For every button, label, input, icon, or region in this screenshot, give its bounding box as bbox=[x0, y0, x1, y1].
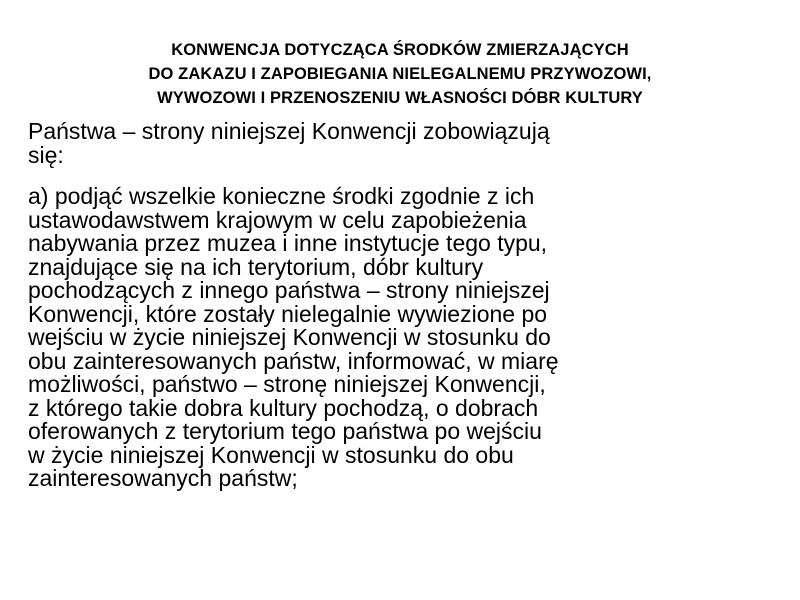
text-line: w życie niniejszej Konwencji w stosunku do obu bbox=[28, 441, 514, 468]
paragraph-item-a bbox=[28, 185, 783, 491]
text-line: Państwa – strony niniejszej Konwencji zobowiązują bbox=[28, 118, 550, 144]
text-line: z którego takie dobra kultury pochodzą, o dobrach bbox=[28, 394, 539, 421]
title-line-3: WYWOZOWI I PRZENOSZENIU WŁASNOŚCI DÓBR KULTURY bbox=[157, 89, 643, 107]
text-line: wejściu w życie niniejszej Konwencji w stosunku do bbox=[28, 324, 551, 350]
text-line: ustawodawstwem krajowym w celu zapobieżenia bbox=[28, 206, 527, 233]
text-line: oferowanych z terytorium tego państwa po wejściu bbox=[28, 418, 542, 444]
text-line: Konwencji, które zostały nielegalnie wywiezione po bbox=[28, 300, 548, 327]
text-line: znajdujące się na ich terytorium, dóbr kultury bbox=[28, 253, 484, 280]
slide-title bbox=[40, 38, 760, 110]
text-line: pochodzących z innego państwa – strony niniejszej bbox=[28, 277, 550, 303]
text-line: zainteresowanych państw; bbox=[28, 465, 298, 491]
text-line: się: bbox=[28, 141, 64, 168]
text-line: obu zainteresowanych państw, informować, w miarę bbox=[28, 347, 559, 374]
text-line: a) podjąć wszelkie konieczne środki zgodnie z ich bbox=[28, 183, 535, 209]
title-line-1: KONWENCJA DOTYCZĄCA ŚRODKÓW ZMIERZAJĄCYCH bbox=[171, 41, 629, 59]
title-line-2: DO ZAKAZU I ZAPOBIEGANIA NIELEGALNEMU PRZYWOZOWI, bbox=[148, 65, 652, 83]
slide-body bbox=[28, 120, 783, 491]
paragraph-intro bbox=[28, 120, 783, 167]
text-line: nabywania przez muzea i inne instytucje tego typu, bbox=[28, 230, 548, 256]
text-line: możliwości, państwo – stronę niniejszej Konwencji, bbox=[28, 371, 546, 397]
